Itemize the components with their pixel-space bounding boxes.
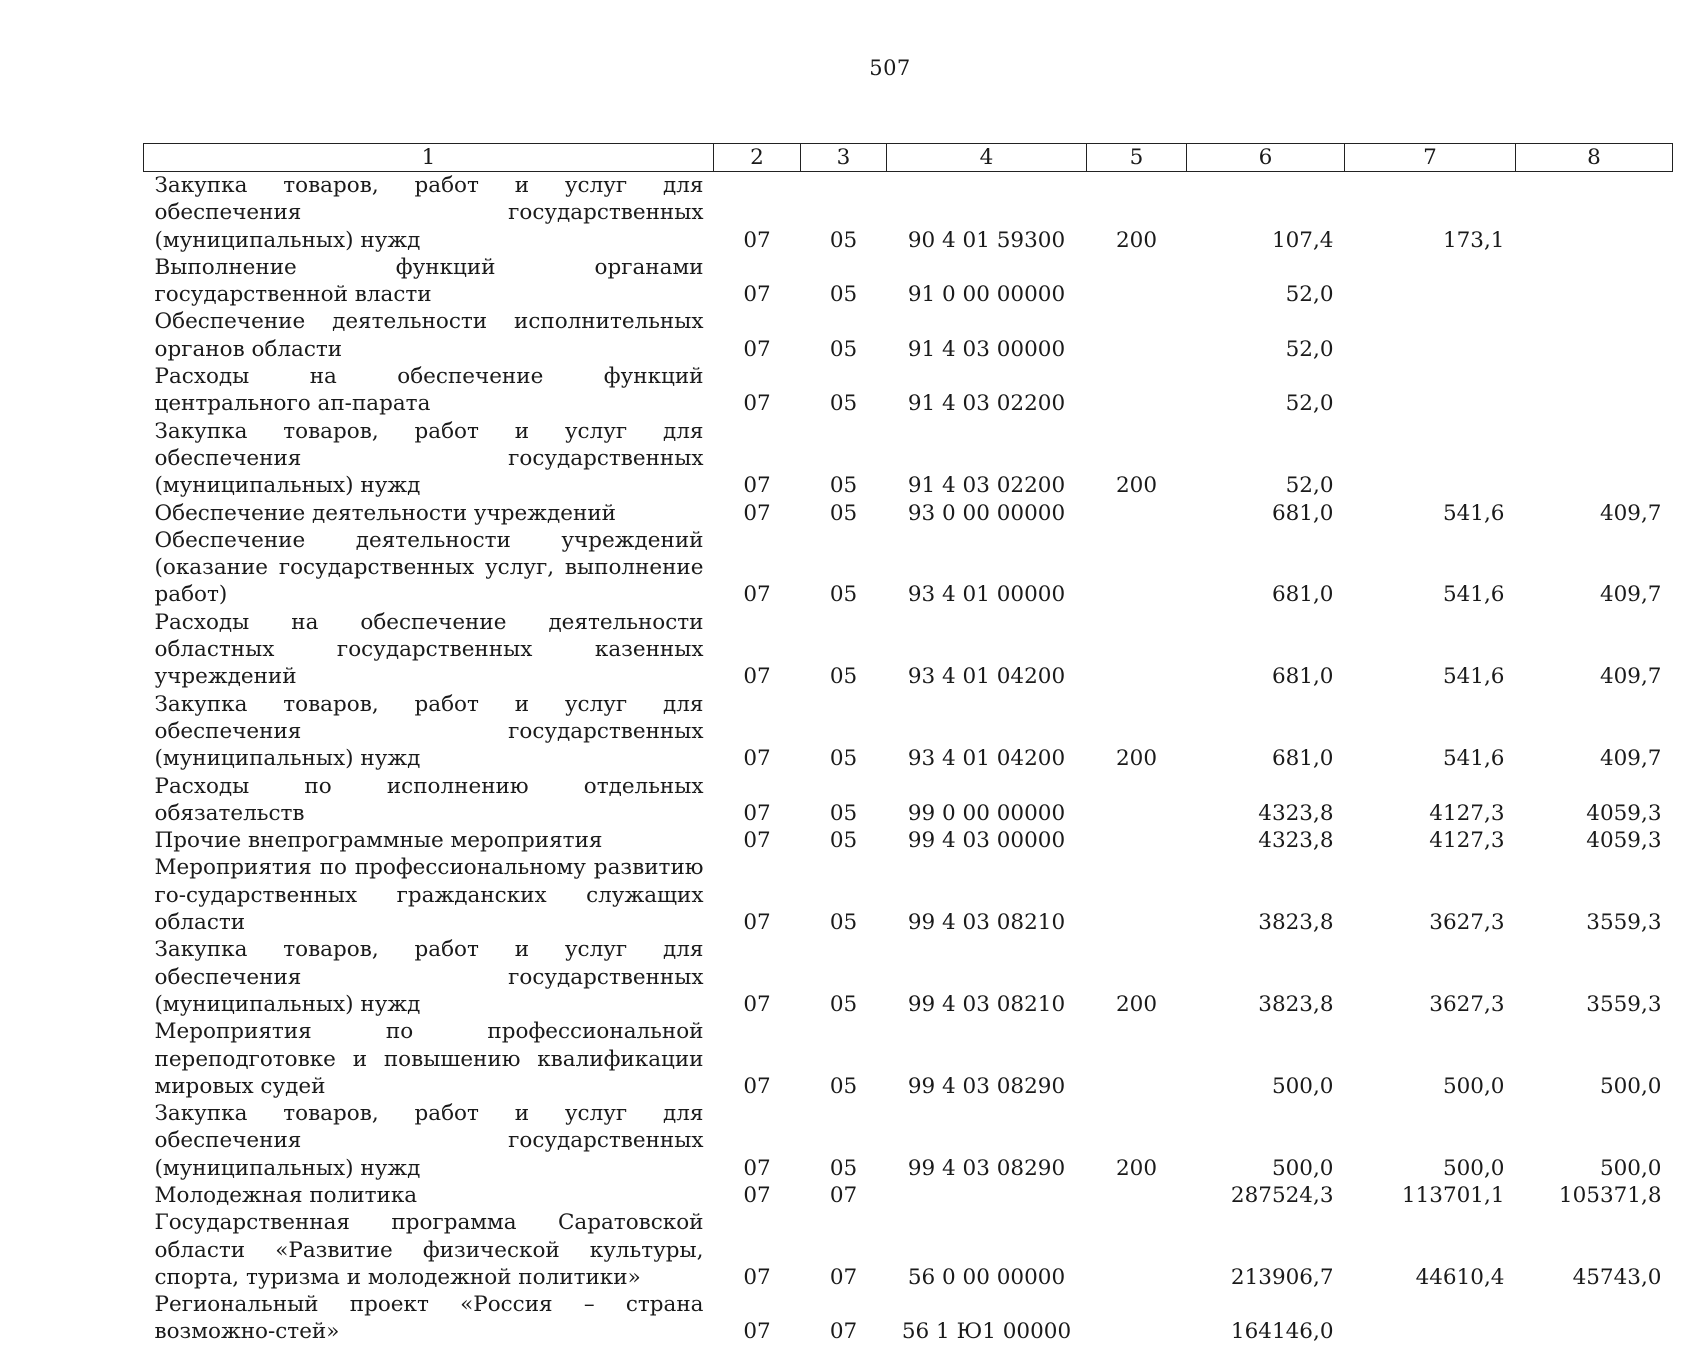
row-name-cell: Мероприятия по профессиональной переподготовке и повышению квалификации мировых судей — [154, 1019, 704, 1099]
expense-type-cell: 200 — [1115, 746, 1158, 772]
amount-year1-cell: 681,0 — [1271, 664, 1334, 690]
subsection-code-cell: 05 — [829, 282, 858, 308]
table-header — [144, 144, 1673, 172]
section-code-cell: 07 — [743, 800, 771, 826]
target-article-cell: 99 4 03 08290 — [907, 1073, 1066, 1099]
amount-year2-cell — [1345, 363, 1516, 418]
target-article-cell: 99 4 03 08290 — [907, 1155, 1066, 1181]
row-name-cell: Прочие внепрограммные мероприятия — [154, 828, 603, 854]
expense-type-cell: 200 — [1115, 473, 1158, 499]
amount-year1-cell: 681,0 — [1271, 500, 1334, 526]
target-article-cell: 93 4 01 04200 — [907, 746, 1066, 772]
amount-year3-cell: 105371,8 — [1558, 1182, 1662, 1208]
target-article-cell: 99 4 03 00000 — [907, 828, 1066, 854]
amount-year1-cell: 3823,8 — [1258, 991, 1334, 1017]
row-name-cell: Расходы на обеспечение деятельности областных государственных казенных учреждений — [154, 609, 704, 690]
expense-type-cell — [1087, 308, 1187, 363]
header-cell-4: 4 — [887, 144, 1087, 172]
table-row — [144, 418, 1673, 500]
amount-year3-cell: 409,7 — [1599, 582, 1662, 608]
subsection-code-cell: 05 — [829, 473, 858, 499]
table-row — [144, 691, 1673, 773]
expense-type-cell — [1087, 1018, 1187, 1100]
amount-year1-cell: 52,0 — [1285, 473, 1334, 499]
row-name-cell: Закупка товаров, работ и услуг для обеспечения государственных (муниципальных) нужд — [154, 691, 704, 772]
amount-year3-cell — [1516, 418, 1673, 500]
row-name-cell: Закупка товаров, работ и услуг для обеспечения государственных (муниципальных) нужд — [154, 937, 704, 1017]
header-cell-3: 3 — [801, 144, 887, 172]
row-name-cell: Расходы на обеспечение функций центрального ап-парата — [154, 364, 704, 417]
amount-year3-cell — [1516, 254, 1673, 309]
row-name-cell: Обеспечение деятельности учреждений — [154, 500, 617, 526]
expense-type-cell: 200 — [1115, 227, 1158, 253]
amount-year3-cell: 3559,3 — [1586, 910, 1662, 936]
subsection-code-cell: 05 — [829, 391, 858, 417]
expense-type-cell — [1087, 773, 1187, 828]
table-row — [144, 827, 1673, 854]
subsection-code-cell: 05 — [829, 500, 858, 526]
table-row — [144, 254, 1673, 309]
amount-year2-cell: 541,6 — [1442, 582, 1505, 608]
target-article-cell: 99 0 00 00000 — [907, 800, 1066, 826]
table-row — [144, 773, 1673, 828]
target-article-cell: 91 4 03 02200 — [907, 473, 1066, 499]
amount-year2-cell: 4127,3 — [1429, 800, 1505, 826]
amount-year2-cell: 541,6 — [1442, 746, 1505, 772]
subsection-code-cell: 05 — [829, 800, 858, 826]
section-code-cell: 07 — [743, 1264, 771, 1290]
section-code-cell: 07 — [743, 582, 771, 608]
target-article-cell: 91 4 03 02200 — [907, 391, 1066, 417]
amount-year3-cell — [1516, 363, 1673, 418]
row-name-cell: Закупка товаров, работ и услуг для обеспечения государственных (муниципальных) нужд — [154, 418, 704, 499]
amount-year3-cell: 3559,3 — [1586, 991, 1662, 1017]
section-code-cell: 07 — [743, 991, 771, 1017]
amount-year3-cell — [1516, 308, 1673, 363]
amount-year1-cell: 500,0 — [1271, 1155, 1334, 1181]
subsection-code-cell: 05 — [829, 828, 858, 854]
table-row — [144, 1018, 1673, 1100]
target-article-cell: 90 4 01 59300 — [907, 227, 1066, 253]
amount-year1-cell: 52,0 — [1285, 336, 1334, 362]
section-code-cell: 07 — [743, 664, 771, 690]
subsection-code-cell: 05 — [829, 1155, 858, 1181]
amount-year1-cell: 500,0 — [1271, 1073, 1334, 1099]
amount-year1-cell: 681,0 — [1271, 582, 1334, 608]
amount-year3-cell: 409,7 — [1599, 664, 1662, 690]
expense-type-cell — [1087, 1291, 1187, 1346]
amount-year2-cell: 113701,1 — [1401, 1182, 1505, 1208]
table-row — [144, 936, 1673, 1018]
expense-type-cell — [1087, 609, 1187, 691]
header-cell-2: 2 — [714, 144, 801, 172]
header-cell-1: 1 — [144, 144, 714, 172]
header-cell-8: 8 — [1516, 144, 1673, 172]
amount-year2-cell: 500,0 — [1442, 1073, 1505, 1099]
subsection-code-cell: 05 — [829, 746, 858, 772]
amount-year2-cell: 3627,3 — [1429, 910, 1505, 936]
amount-year2-cell: 541,6 — [1442, 500, 1505, 526]
table-body — [144, 172, 1673, 1346]
amount-year3-cell: 4059,3 — [1586, 800, 1662, 826]
section-code-cell: 07 — [743, 910, 771, 936]
amount-year3-cell: 500,0 — [1599, 1073, 1662, 1099]
expense-type-cell — [1087, 1182, 1187, 1209]
amount-year3-cell: 4059,3 — [1586, 828, 1662, 854]
amount-year2-cell: 173,1 — [1442, 227, 1505, 253]
budget-table — [143, 143, 1673, 1346]
section-code-cell: 07 — [743, 282, 771, 308]
amount-year2-cell: 541,6 — [1442, 664, 1505, 690]
row-name-cell: Молодежная политика — [154, 1182, 418, 1208]
table-row — [144, 1100, 1673, 1182]
table-row — [144, 1182, 1673, 1209]
amount-year2-cell — [1345, 254, 1516, 309]
target-article-cell: 99 4 03 08210 — [907, 991, 1066, 1017]
amount-year2-cell: 3627,3 — [1429, 991, 1505, 1017]
subsection-code-cell: 05 — [829, 336, 858, 362]
target-article-cell: 93 4 01 00000 — [907, 582, 1066, 608]
expense-type-cell — [1087, 527, 1187, 609]
amount-year1-cell: 4323,8 — [1258, 828, 1334, 854]
subsection-code-cell: 05 — [829, 227, 858, 253]
amount-year3-cell: 409,7 — [1599, 746, 1662, 772]
table-row — [144, 363, 1673, 418]
row-name-cell: Государственная программа Саратовской области «Развитие физической культуры, спорта, туризма и молодежной политики» — [154, 1210, 704, 1290]
row-name-cell: Мероприятия по профессиональному развитию го-сударственных гражданских служащих области — [154, 855, 704, 936]
section-code-cell: 07 — [743, 227, 771, 253]
amount-year1-cell: 4323,8 — [1258, 800, 1334, 826]
section-code-cell: 07 — [743, 1319, 771, 1345]
amount-year2-cell: 500,0 — [1442, 1155, 1505, 1181]
subsection-code-cell: 05 — [829, 1073, 858, 1099]
header-cell-7: 7 — [1345, 144, 1516, 172]
subsection-code-cell: 05 — [829, 582, 858, 608]
table-row — [144, 609, 1673, 691]
expense-type-cell — [1087, 254, 1187, 309]
amount-year3-cell: 45743,0 — [1572, 1264, 1662, 1290]
amount-year2-cell: 4127,3 — [1429, 828, 1505, 854]
row-name-cell: Закупка товаров, работ и услуг для обеспечения государственных (муниципальных) нужд — [154, 173, 704, 253]
target-article-cell: 56 1 Ю1 00000 — [901, 1319, 1072, 1345]
amount-year3-cell: 500,0 — [1599, 1155, 1662, 1181]
section-code-cell: 07 — [743, 336, 771, 362]
target-article-cell: 91 4 03 00000 — [907, 336, 1066, 362]
expense-type-cell — [1087, 363, 1187, 418]
target-article-cell — [887, 1182, 1087, 1209]
section-code-cell: 07 — [743, 473, 771, 499]
amount-year1-cell: 164146,0 — [1230, 1319, 1334, 1345]
table-row — [144, 854, 1673, 936]
header-cell-5: 5 — [1087, 144, 1187, 172]
section-code-cell: 07 — [743, 1155, 771, 1181]
amount-year3-cell — [1516, 1291, 1673, 1346]
section-code-cell: 07 — [743, 1073, 771, 1099]
row-name-cell: Обеспечение деятельности учреждений (оказание государственных услуг, выполнение работ) — [154, 527, 704, 608]
amount-year3-cell — [1516, 172, 1673, 254]
section-code-cell: 07 — [743, 500, 771, 526]
table-row — [144, 1291, 1673, 1346]
amount-year2-cell — [1345, 418, 1516, 500]
amount-year2-cell: 44610,4 — [1415, 1264, 1505, 1290]
amount-year1-cell: 107,4 — [1271, 227, 1334, 253]
subsection-code-cell: 07 — [829, 1182, 858, 1208]
expense-type-cell — [1087, 500, 1187, 527]
target-article-cell: 91 0 00 00000 — [907, 282, 1066, 308]
amount-year1-cell: 681,0 — [1271, 746, 1334, 772]
section-code-cell: 07 — [743, 391, 771, 417]
expense-type-cell: 200 — [1115, 1155, 1158, 1181]
page-number: 507 — [869, 56, 911, 80]
amount-year3-cell: 409,7 — [1599, 500, 1662, 526]
row-name-cell: Региональный проект «Россия – страна возможно-стей» — [154, 1292, 704, 1345]
expense-type-cell — [1087, 827, 1187, 854]
amount-year1-cell: 287524,3 — [1230, 1182, 1334, 1208]
amount-year1-cell: 52,0 — [1285, 282, 1334, 308]
expense-type-cell — [1087, 1209, 1187, 1291]
subsection-code-cell: 05 — [829, 664, 858, 690]
table-row — [144, 527, 1673, 609]
header-row — [144, 144, 1673, 172]
subsection-code-cell: 07 — [829, 1264, 858, 1290]
subsection-code-cell: 05 — [829, 991, 858, 1017]
amount-year1-cell: 3823,8 — [1258, 910, 1334, 936]
section-code-cell: 07 — [743, 828, 771, 854]
table-row — [144, 1209, 1673, 1291]
row-name-cell: Выполнение функций органами государственной власти — [154, 254, 704, 308]
section-code-cell: 07 — [743, 1182, 771, 1208]
target-article-cell: 93 0 00 00000 — [907, 500, 1066, 526]
table-row — [144, 308, 1673, 363]
table-row — [144, 172, 1673, 254]
target-article-cell: 93 4 01 04200 — [907, 664, 1066, 690]
amount-year1-cell: 213906,7 — [1230, 1264, 1334, 1290]
section-code-cell: 07 — [743, 746, 771, 772]
expense-type-cell: 200 — [1115, 991, 1158, 1017]
row-name-cell: Закупка товаров, работ и услуг для обеспечения государственных (муниципальных) нужд — [154, 1101, 704, 1181]
row-name-cell: Обеспечение деятельности исполнительных органов области — [154, 309, 704, 362]
table-row — [144, 500, 1673, 527]
amount-year2-cell — [1345, 1291, 1516, 1346]
subsection-code-cell: 07 — [829, 1319, 858, 1345]
amount-year2-cell — [1345, 308, 1516, 363]
subsection-code-cell: 05 — [829, 910, 858, 936]
amount-year1-cell: 52,0 — [1285, 391, 1334, 417]
row-name-cell: Расходы по исполнению отдельных обязательств — [154, 773, 704, 826]
target-article-cell: 56 0 00 00000 — [907, 1264, 1066, 1290]
target-article-cell: 99 4 03 08210 — [907, 910, 1066, 936]
header-cell-6: 6 — [1187, 144, 1345, 172]
expense-type-cell — [1087, 854, 1187, 936]
